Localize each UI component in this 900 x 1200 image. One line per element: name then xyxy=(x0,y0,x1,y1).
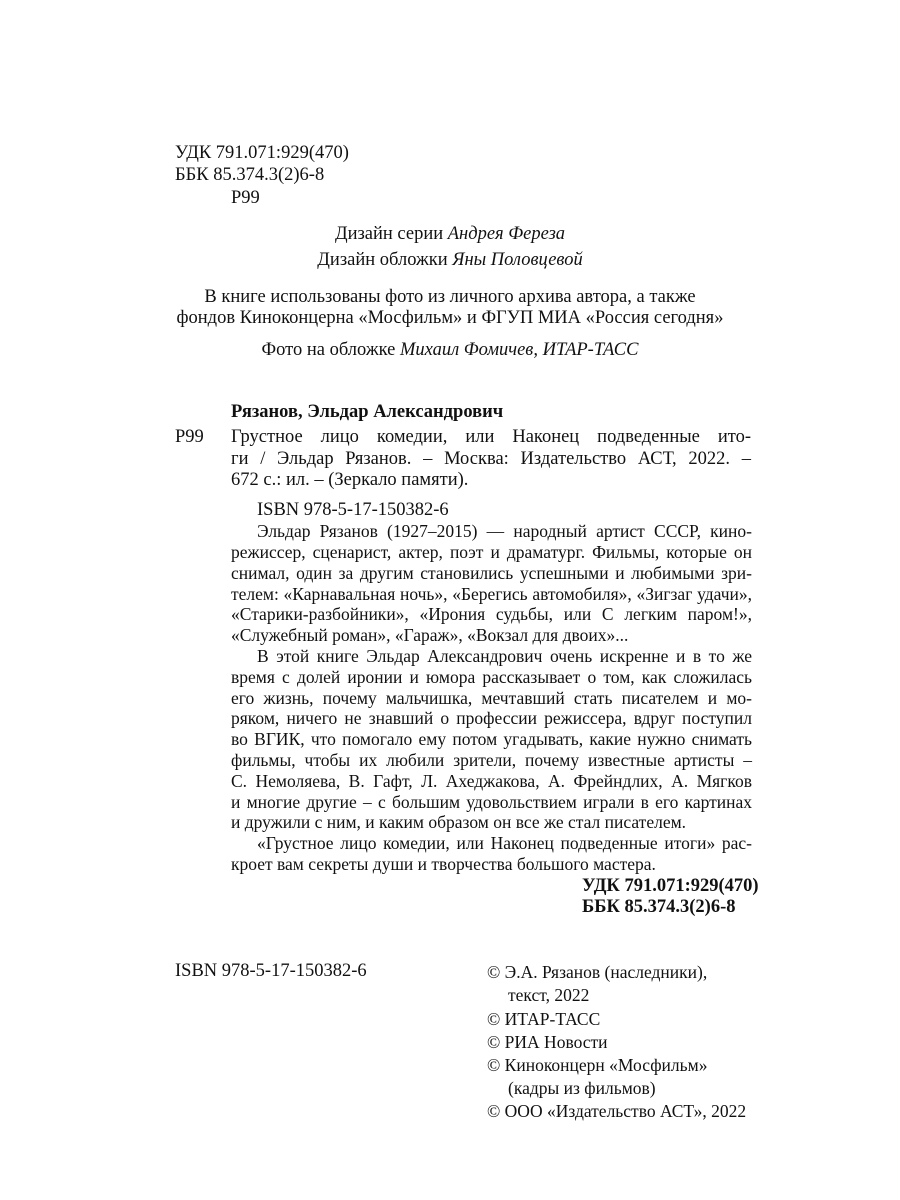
annotation-bbk: ББК 85.374.3(2)6-8 xyxy=(582,897,736,917)
bib-author-sign: Р99 xyxy=(175,427,204,447)
copyright-line: © ООО «Издательство АСТ», 2022 xyxy=(487,1101,747,1121)
cover-design-prefix: Дизайн обложки xyxy=(317,250,453,270)
annotation-line: режиссер, сценарист, актер, поэт и драматург. Фильмы, которые он xyxy=(231,542,752,562)
udk-code: УДК 791.071:929(470) xyxy=(175,143,349,163)
annotation-udk: УДК 791.071:929(470) xyxy=(582,876,759,896)
annotation-line: его жизнь, почему мальчишка, мечтавший стать писателем и мо- xyxy=(231,688,752,708)
bib-description-line-3: 672 с.: ил. – (Зеркало памяти). xyxy=(231,470,469,490)
annotation-line: кроет вам секреты души и творчества большого мастера. xyxy=(231,854,656,874)
annotation-line: Эльдар Рязанов (1927–2015) — народный артист СССР, кино- xyxy=(257,521,752,541)
series-designer-name: Андрея Фереза xyxy=(447,224,566,244)
copyright-line: (кадры из фильмов) xyxy=(508,1078,656,1098)
copyright-line: © Киноконцерн «Мосфильм» xyxy=(487,1055,708,1075)
author-sign: Р99 xyxy=(231,188,260,208)
annotation-line: «Служебный роман», «Гараж», «Вокзал для двоих»... xyxy=(231,625,629,645)
copyright-line: © РИА Новости xyxy=(487,1032,608,1052)
annotation-line: В этой книге Эльдар Александрович очень искренне и в то же xyxy=(257,646,752,666)
photo-source-line-1: В книге использованы фото из личного архива автора, а также xyxy=(204,287,696,307)
cover-photo-credit xyxy=(0,340,900,360)
cover-designer-name: Яны Половцевой xyxy=(452,250,583,270)
annotation-line: и многие другие – с большим удовольствием играли в его картинах xyxy=(231,792,752,812)
copyright-line: © Э.А. Рязанов (наследники), xyxy=(487,962,708,982)
bib-isbn: ISBN 978-5-17-150382-6 xyxy=(257,500,449,520)
annotation-line: телем: «Карнавальная ночь», «Берегись автомобиля», «Зигзаг удачи», xyxy=(231,584,752,604)
copyright-line: © ИТАР-ТАСС xyxy=(487,1009,601,1029)
author-heading: Рязанов, Эльдар Александрович xyxy=(231,402,504,422)
annotation-line: «Старики-разбойники», «Ирония судьбы, или С легким паром!», xyxy=(231,604,752,624)
cover-photographer-name: Михаил Фомичев, ИТАР-ТАСС xyxy=(399,340,639,360)
cover-design-credit xyxy=(0,250,900,270)
annotation-line: «Грустное лицо комедии, или Наконец подведенные итоги» рас- xyxy=(257,833,752,853)
annotation-line: время с долей иронии и юмора рассказывает о том, как сложилась xyxy=(231,667,752,687)
annotation-line: снимал, один за другим становились успешными и любимыми зри- xyxy=(231,563,752,583)
series-design-prefix: Дизайн серии xyxy=(334,224,448,244)
annotation-line: С. Немоляева, В. Гафт, Л. Ахеджакова, А. Фрейндлих, А. Мягков xyxy=(231,771,752,791)
copyright-line: текст, 2022 xyxy=(508,985,590,1005)
bib-description-line-1: Грустное лицо комедии, или Наконец подведенные ито- xyxy=(231,427,751,447)
annotation-line: ряком, ничего не знавший о профессии режиссера, вдруг поступил xyxy=(231,708,752,728)
annotation-line: и дружили с ним, и каким образом он все же стал писателем. xyxy=(231,812,687,832)
annotation-line: фильмы, чтобы их любили зрители, почему известные артисты – xyxy=(231,750,752,770)
series-design-credit xyxy=(0,224,900,244)
footer-isbn: ISBN 978-5-17-150382-6 xyxy=(175,961,367,981)
cover-photo-prefix: Фото на обложке xyxy=(261,340,400,360)
bbk-code: ББК 85.374.3(2)6-8 xyxy=(175,165,325,185)
annotation-line: во ВГИК, что помогало ему потом угадывать, какие нужно снимать xyxy=(231,729,752,749)
photo-source-line-2: фондов Киноконцерна «Мосфильм» и ФГУП МИА «Россия сегодня» xyxy=(176,308,724,328)
bib-description-line-2: ги / Эльдар Рязанов. – Москва: Издательство АСТ, 2022. – xyxy=(231,449,751,469)
